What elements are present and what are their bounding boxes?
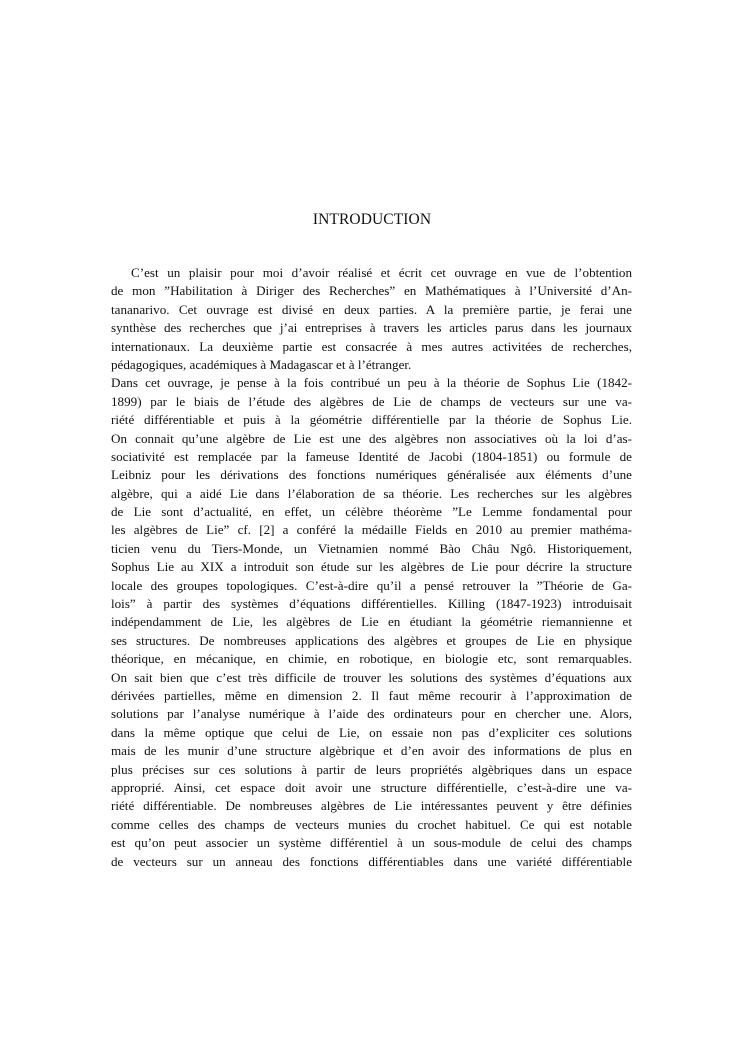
text-line: de Lie sont d’actualité, en effet, un célèbre théorème ”Le Lemme fondamental pour <box>111 504 632 520</box>
body-text <box>111 264 632 871</box>
text-line: algèbre, qui a aidé Lie dans l’élaboration de sa théorie. Les recherches sur les algèbres <box>111 485 632 501</box>
text-line: synthèse des recherches que j’ai entreprises à travers les articles parus dans les journaux <box>111 320 632 336</box>
text-line: plus précises sur ces solutions à partir de leurs propriétés algèbriques dans un espace <box>111 761 632 777</box>
text-line: ses structures. De nombreuses applications des algèbres et groupes de Lie en physique <box>111 632 632 648</box>
text-line: de vecteurs sur un anneau des fonctions différentiables dans une variété différentiable <box>111 853 632 869</box>
text-line: est qu’on peut associer un système différentiel à un sous-module de celui des champs <box>111 835 632 851</box>
text-line: dérivées partielles, même en dimension 2. Il faut même recourir à l’approximation de <box>111 687 632 703</box>
text-line: théorique, en mécanique, en chimie, en robotique, en biologie etc, sont remarquables. <box>111 651 632 667</box>
text-line: tananarivo. Cet ouvrage est divisé en deux parties. A la première partie, je ferai une <box>111 301 632 317</box>
text-line: de mon ”Habilitation à Diriger des Recherches” en Mathématiques à l’Université d’An- <box>111 283 632 299</box>
text-line: On connait qu’une algèbre de Lie est une des algèbres non associatives où la loi d’as- <box>111 430 632 446</box>
text-line: 1899) par le biais de l’étude des algèbres de Lie de champs de vecteurs sur une va- <box>111 393 632 409</box>
text-line: lois” à partir des systèmes d’équations différentielles. Killing (1847-1923) introduisait <box>111 596 632 612</box>
text-line: On sait bien que c’est très difficile de trouver les solutions des systèmes d’équations aux <box>111 669 632 685</box>
text-line: comme celles des champs de vecteurs munies du crochet habituel. Ce qui est notable <box>111 816 632 832</box>
text-line: indépendamment de Lie, les algèbres de Lie en étudiant la géométrie riemannienne et <box>111 614 632 630</box>
text-line: dans la même optique que celui de Lie, on essaie non pas d’expliciter ces solutions <box>111 724 632 740</box>
text-line: sociativité est remplacée par la fameuse Identité de Jacobi (1804-1851) ou formule de <box>111 448 632 464</box>
text-line: solutions par l’analyse numérique à l’aide des ordinateurs pour en chercher une. Alors, <box>111 706 632 722</box>
page-title: INTRODUCTION <box>312 211 432 228</box>
text-line: ticien venu du Tiers-Monde, un Vietnamien nommé Bào Châu Ngô. Historiquement, <box>111 540 632 556</box>
text-line: riété différentiable. De nombreuses algèbres de Lie intéressantes peuvent y être définies <box>111 798 632 814</box>
text-line: Dans cet ouvrage, je pense à la fois contribué un peu à la théorie de Sophus Lie (1842- <box>111 375 632 391</box>
text-line: internationaux. La deuxième partie est consacrée à mes autres activitées de recherches, <box>111 338 632 354</box>
text-line: Leibniz pour les dérivations des fonctions numériques généralisée aux éléments d’une <box>111 467 632 483</box>
text-line: C’est un plaisir pour moi d’avoir réalisé et écrit cet ouvrage en vue de l’obtention <box>131 265 632 280</box>
text-line: les algèbres de Lie” cf. [2] a conféré la médaille Fields en 2010 au premier mathéma- <box>111 522 632 538</box>
text-line: riété différentiable et puis à la géométrie différentielle par la théorie de Sophus Lie. <box>111 412 632 428</box>
text-line: mais de les munir d’une structure algèbrique et d’en avoir des informations de plus en <box>111 743 632 759</box>
text-line: Sophus Lie au XIX a introduit son étude sur les algèbres de Lie pour décrire la structure <box>111 559 632 575</box>
text-line: pédagogiques, académiques à Madagascar et à l’étranger. <box>111 356 412 372</box>
text-line: locale des groupes topologiques. C’est-à-dire qu’il a pensé retrouver la ”Théorie de Ga- <box>111 577 632 593</box>
text-line: approprié. Ainsi, cet espace doit avoir une structure différentielle, c’est-à-dire une va- <box>111 779 632 795</box>
